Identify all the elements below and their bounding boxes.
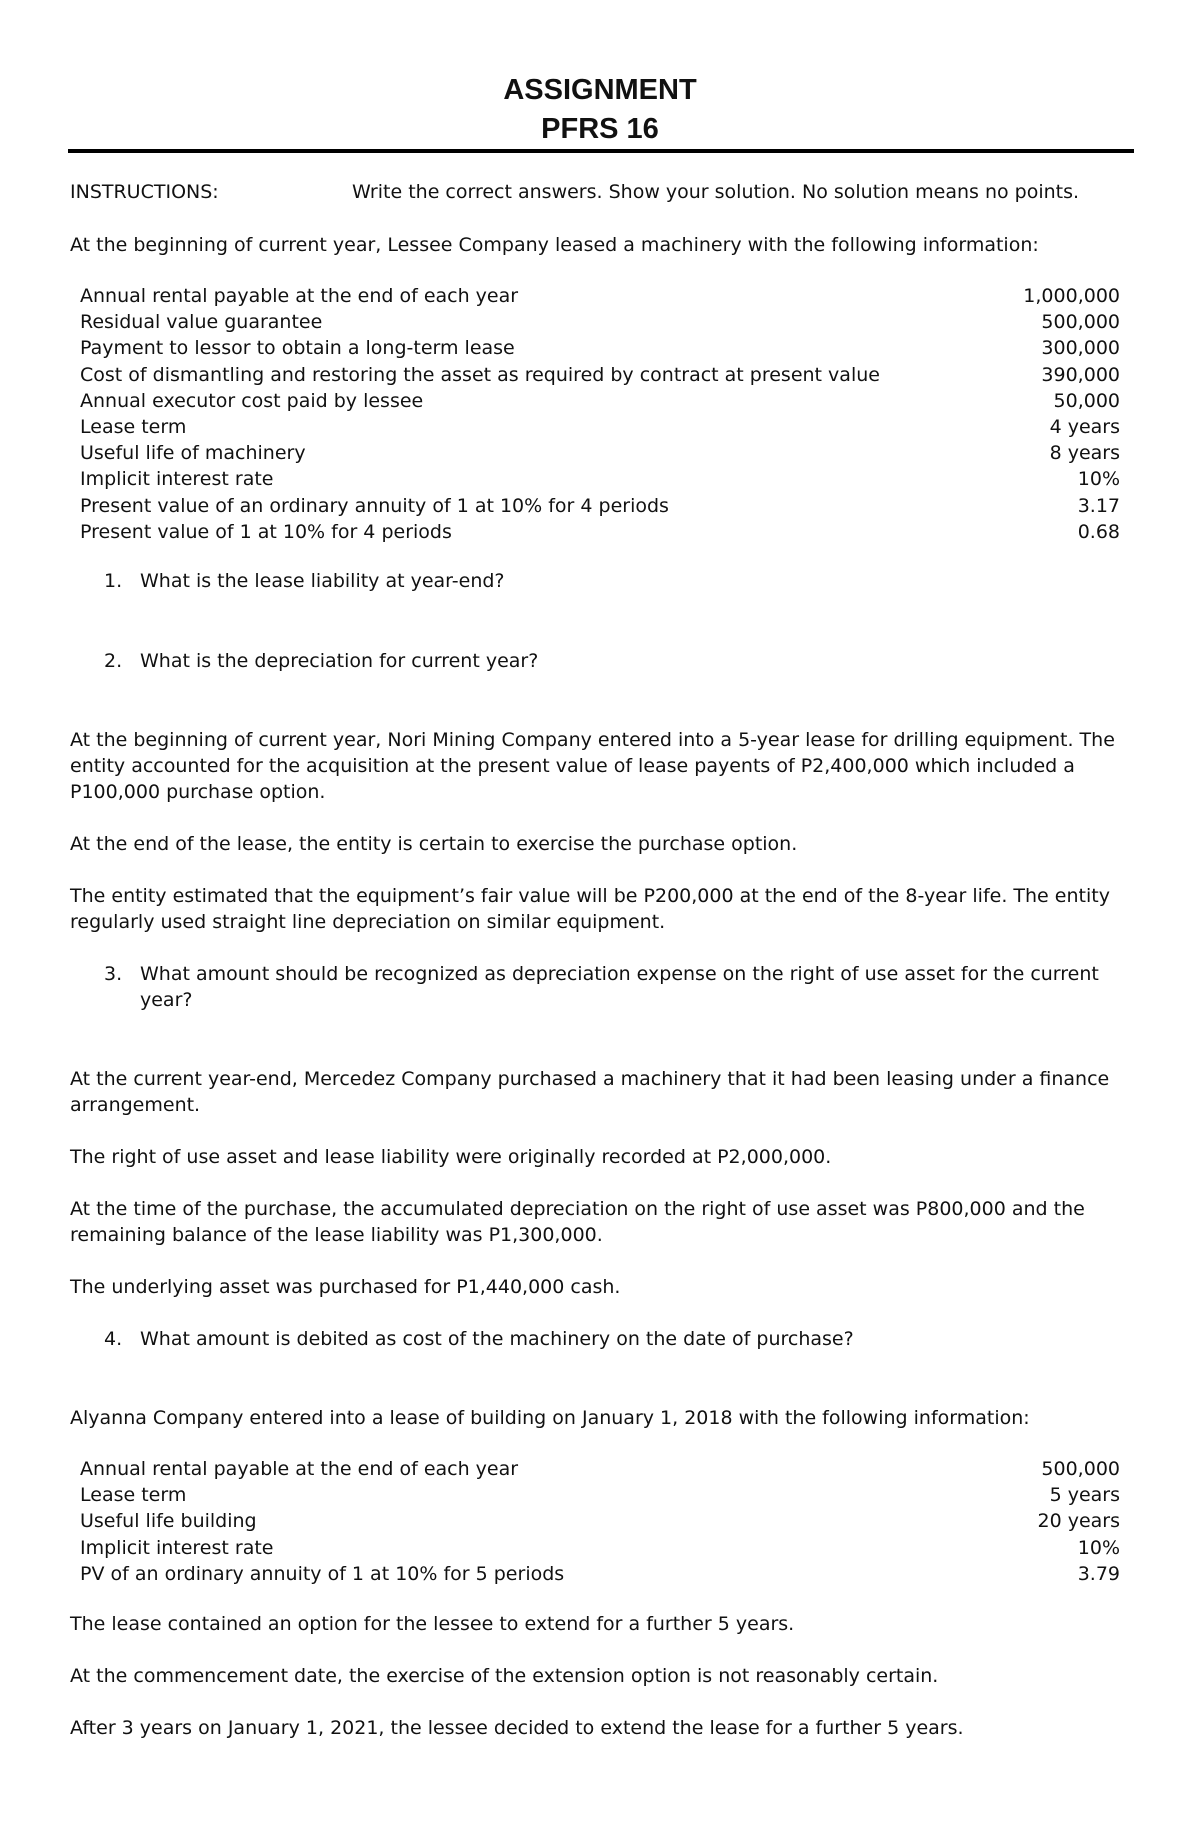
problem4-paragraph-2: At the commencement date, the exercise of the extension option is not reasonably certain. [70,1665,939,1687]
problem3-paragraph-4: The underlying asset was purchased for P1,440,000 cash. [70,1276,621,1298]
problem2-paragraph-2: At the end of the lease, the entity is certain to exercise the purchase option. [70,833,798,855]
table-row [80,362,1120,388]
problem4-intro: Alyanna Company entered into a lease of building on January 1, 2018 with the following information: [70,1407,1030,1429]
table-row [80,466,1120,492]
row-label: Implicit interest rate [80,1536,274,1559]
row-label: Annual rental payable at the end of each year [80,1458,519,1480]
row-value: 20 years [1037,1510,1120,1533]
row-value: 10% [1077,468,1120,491]
row-value: 50,000 [1053,389,1120,412]
problem4-paragraph-1: The lease contained an option for the lessee to extend for a further 5 years. [70,1613,795,1635]
row-label: PV of an ordinary annuity of 1 at 10% for 5 periods [80,1562,565,1585]
problem3-paragraph-3: At the time of the purchase, the accumulated depreciation on the right of use asset was P800,000 and the remaining balance of the lease liability was P1,300,000. [70,1198,1085,1246]
question-number: 1. [104,570,123,592]
row-label: Payment to lessor to obtain a long-term lease [80,337,515,360]
table-row [80,335,1120,361]
table-row [80,1456,1120,1482]
header-divider [68,149,1134,153]
instructions-label: INSTRUCTIONS: [70,181,219,203]
row-label: Annual rental payable at the end of each year [80,285,519,307]
table-row [80,493,1120,519]
row-value: 500,000 [1041,1458,1120,1480]
problem4-paragraph-3: After 3 years on January 1, 2021, the lessee decided to extend the lease for a further 5 years. [70,1717,964,1739]
table-row [80,309,1120,335]
problem3-paragraph-2: The right of use asset and lease liability were originally recorded at P2,000,000. [70,1146,832,1168]
question-text: What amount is debited as cost of the machinery on the date of purchase? [140,1328,854,1350]
document-subtitle: PFRS 16 [541,113,659,145]
question-text: What is the depreciation for current year? [140,650,539,672]
row-value: 5 years [1049,1484,1120,1507]
row-label: Residual value guarantee [80,311,323,334]
problem1-table [80,283,1120,545]
row-label: Useful life building [80,1510,257,1533]
table-row [80,519,1120,545]
problem3-paragraph-1: At the current year-end, Mercedez Company purchased a machinery that it had been leasing under a finance arrangement. [70,1068,1110,1116]
row-value: 3.79 [1077,1562,1120,1585]
table-row [80,1535,1120,1561]
row-label: Implicit interest rate [80,468,274,491]
question-text: What amount should be recognized as depreciation expense on the right of use asset for the current year? [140,963,1099,1011]
row-value: 4 years [1049,415,1120,438]
table-row [80,1508,1120,1534]
question-4 [104,1326,1104,1352]
question-2 [104,648,1104,674]
table-row [80,388,1120,414]
table-row [80,1482,1120,1508]
row-label: Lease term [80,415,187,438]
instructions [70,180,1140,204]
problem2-paragraph-1: At the beginning of current year, Nori Mining Company entered into a 5-year lease for drilling equipment. The entity accounted for the acquisition at the present value of lease payents of P2,400,000 which included a P100,000 purchase option. [70,729,1115,803]
problem4-table [80,1456,1120,1587]
row-label: Present value of 1 at 10% for 4 periods [80,520,452,543]
table-row [80,283,1120,309]
question-3 [104,961,1104,1013]
row-label: Lease term [80,1484,187,1507]
problem2-paragraph-3: The entity estimated that the equipment’s fair value will be P200,000 at the end of the 8-year life. The entity regularly used straight line depreciation on similar equipment. [70,885,1110,933]
question-number: 4. [104,1328,123,1350]
table-row [80,414,1120,440]
instructions-text: Write the correct answers. Show your solution. No solution means no points. [352,181,1080,203]
question-text: What is the lease liability at year-end? [140,570,505,592]
problem1-intro: At the beginning of current year, Lessee Company leased a machinery with the following information: [70,234,1039,256]
question-number: 3. [104,963,123,985]
table-row [80,1561,1120,1587]
row-value: 0.68 [1077,520,1120,543]
row-label: Cost of dismantling and restoring the asset as required by contract at present value [80,363,880,386]
question-number: 2. [104,650,123,672]
row-label: Annual executor cost paid by lessee [80,389,424,412]
row-value: 390,000 [1041,363,1120,386]
row-value: 3.17 [1077,494,1120,517]
row-label: Useful life of machinery [80,442,306,465]
row-value: 8 years [1049,442,1120,465]
table-row [80,440,1120,466]
row-value: 1,000,000 [1023,285,1120,307]
row-label: Present value of an ordinary annuity of 1 at 10% for 4 periods [80,494,669,517]
row-value: 500,000 [1041,311,1120,334]
question-1 [104,568,1104,594]
row-value: 10% [1077,1536,1120,1559]
document-title: ASSIGNMENT [503,74,697,106]
row-value: 300,000 [1041,337,1120,360]
